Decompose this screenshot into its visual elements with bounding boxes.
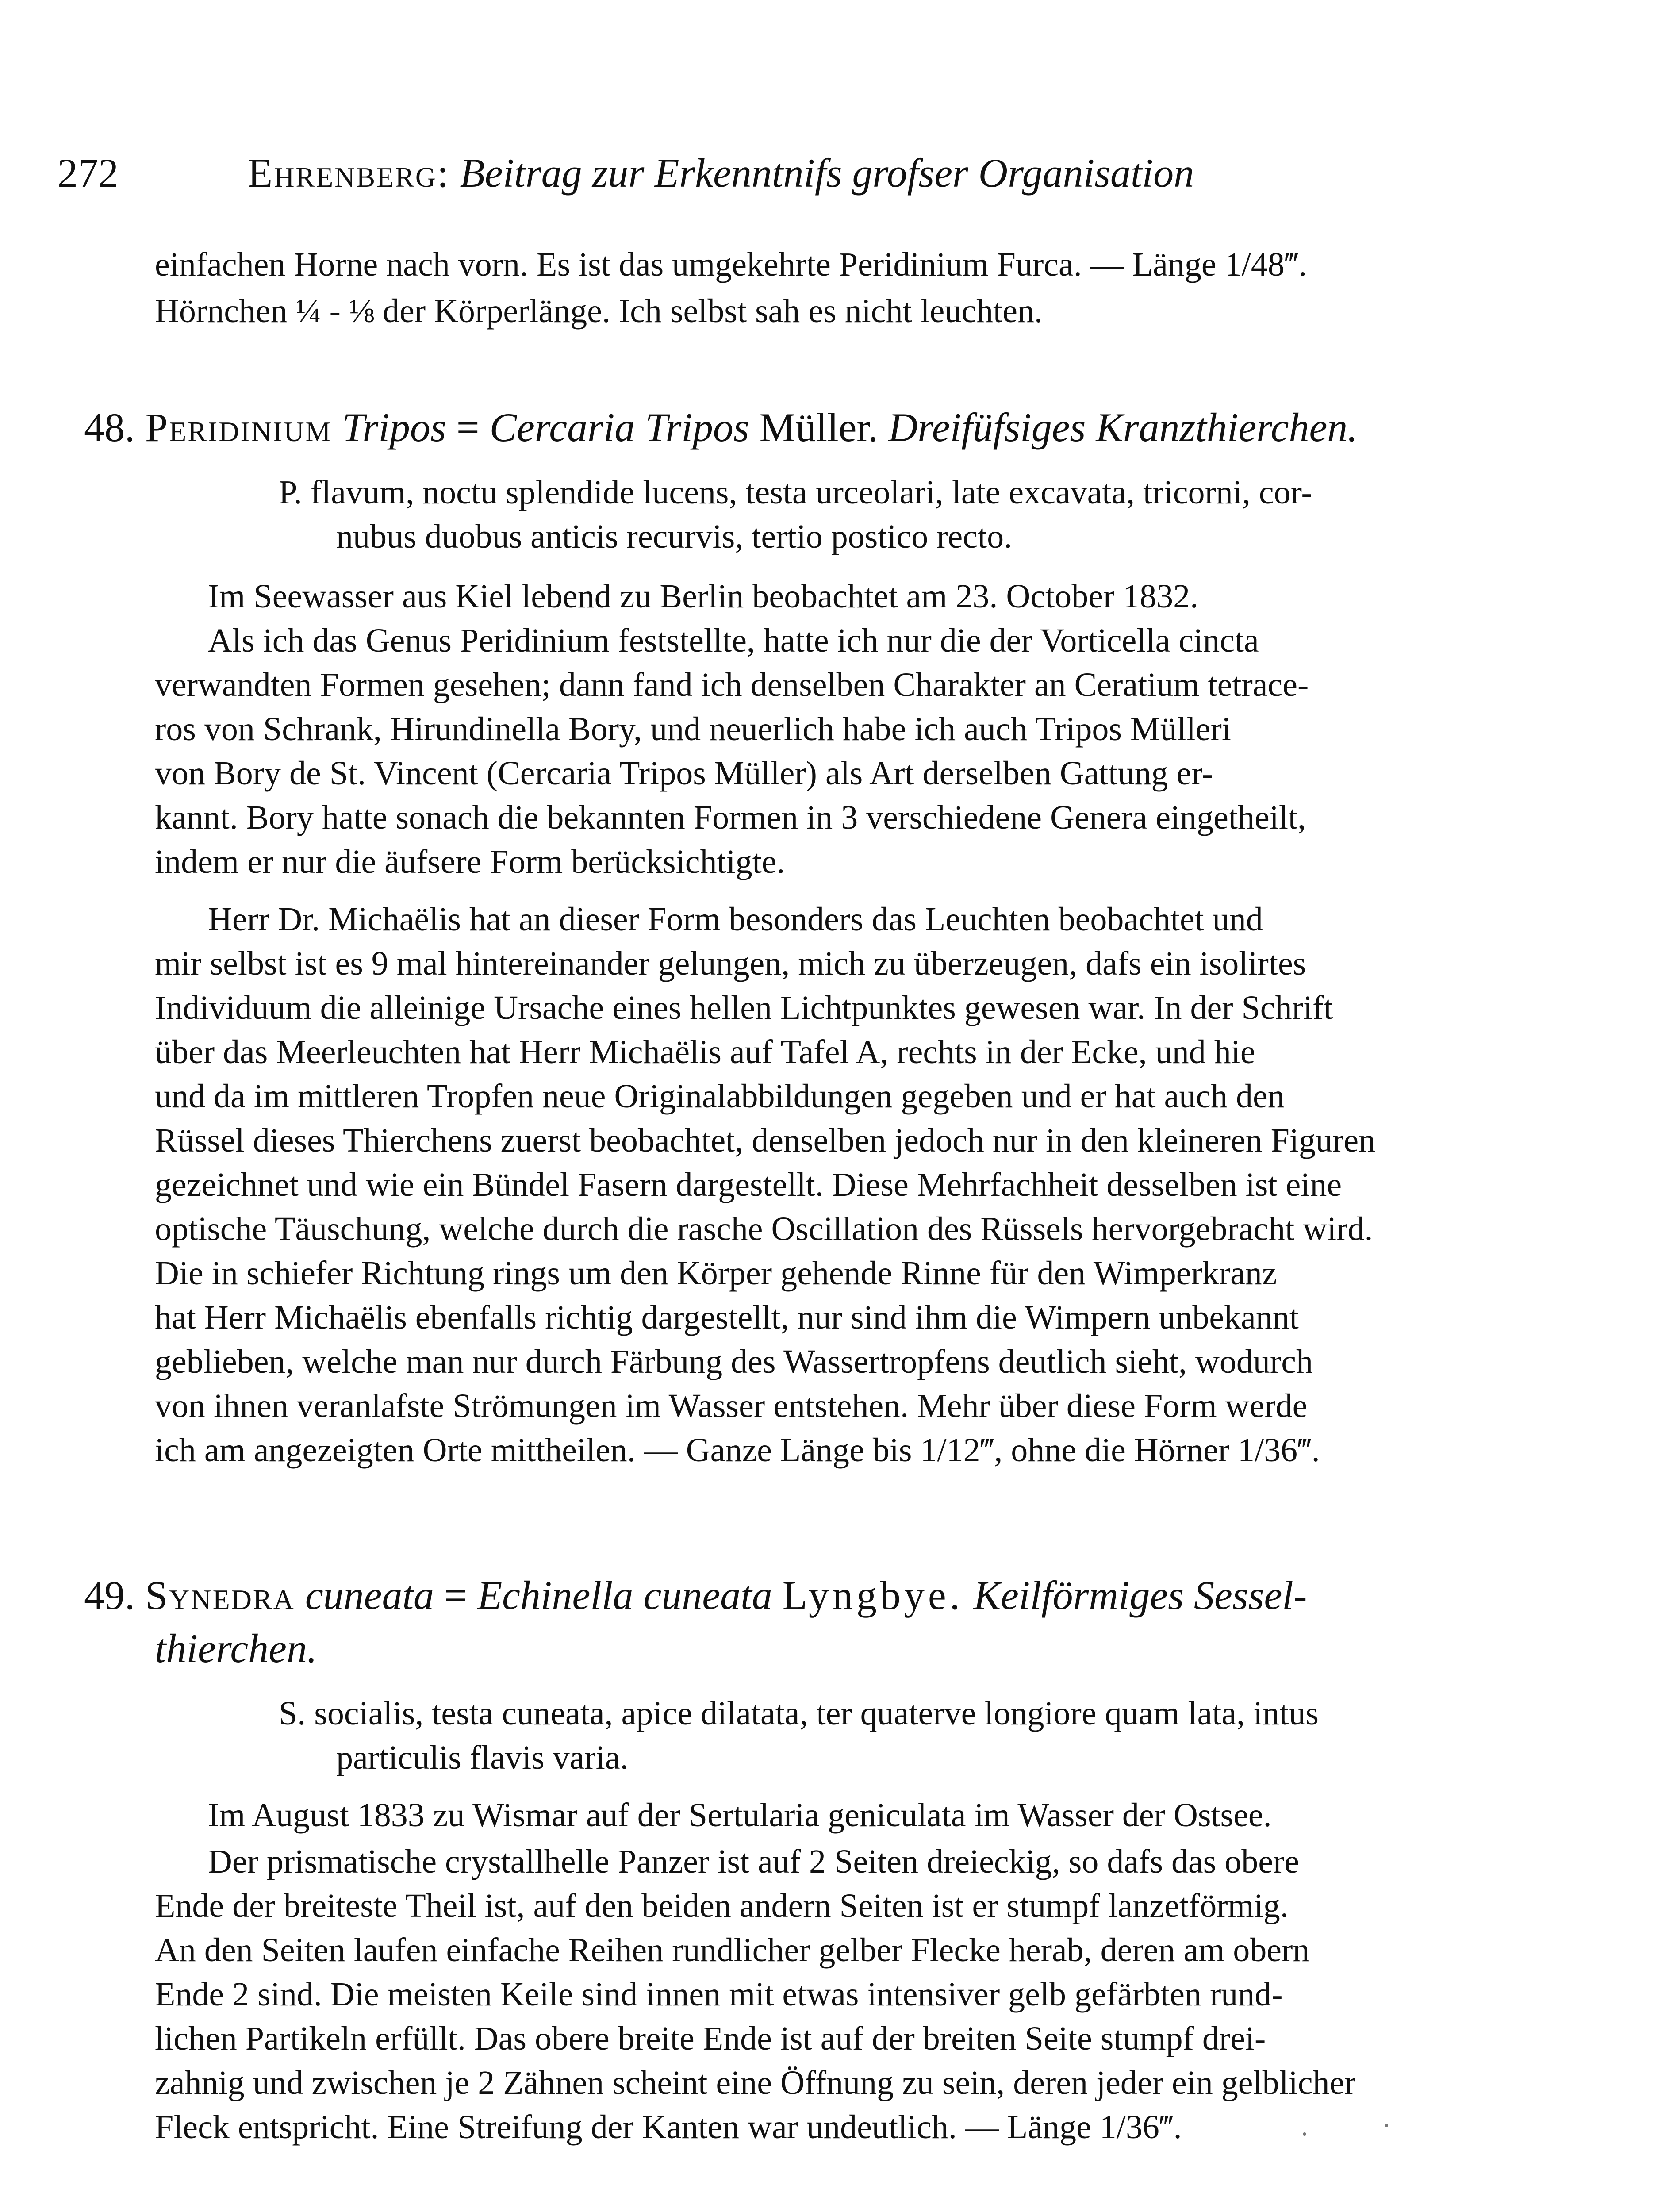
entry-49-genus: Synedra (145, 1573, 295, 1618)
entry-48-p3-line: Herr Dr. Michaëlis hat an dieser Form besonders das Leuchten beobachtet und (208, 901, 1263, 938)
entry-48-german-name: Dreifüfsiges Kranzthierchen. (888, 405, 1358, 450)
entry-49-number: 49. (84, 1573, 135, 1618)
intro-line-2: Hörnchen ¼ - ⅛ der Körperlänge. Ich selbst sah es nicht leuchten. (155, 292, 1043, 330)
entry-48-number: 48. (84, 405, 135, 450)
entry-48-p3-line: Die in schiefer Richtung rings um den Körper gehende Rinne für den Wimperkranz (155, 1255, 1277, 1292)
entry-49-heading (84, 1575, 1307, 1616)
entry-48-p3-line: gezeichnet und wie ein Bündel Fasern dargestellt. Diese Mehrfachheit desselben ist eine (155, 1166, 1342, 1203)
entry-49-p2-line: Ende 2 sind. Die meisten Keile sind innen mit etwas intensiver gelb gefärbten rund- (155, 1976, 1283, 2013)
entry-49-p2-line: Ende der breiteste Theil ist, auf den beiden andern Seiten ist er stumpf lanzetförmig. (155, 1887, 1289, 1924)
entry-49-equals: = (444, 1573, 467, 1618)
entry-49-locality: Im August 1833 zu Wismar auf der Sertularia geniculata im Wasser der Ostsee. (208, 1797, 1272, 1834)
entry-48-diagnosis-1: P. flavum, noctu splendide lucens, testa urceolari, late excavata, tricorni, cor- (279, 474, 1312, 511)
entry-48-p3-line: mir selbst ist es 9 mal hintereinander gelungen, mich zu überzeugen, dafs ein isolirtes (155, 945, 1306, 982)
entry-49-species: cuneata (305, 1573, 434, 1618)
entry-49-p2-line: Fleck entspricht. Eine Streifung der Kanten war undeutlich. — Länge 1/36‴. (155, 2108, 1182, 2146)
entry-49-german-name: Keilförmiges Sessel- (973, 1573, 1307, 1618)
header-author: Ehrenberg: (248, 150, 450, 196)
print-speck (1385, 2124, 1388, 2127)
entry-48-species: Tripos (342, 405, 446, 450)
entry-48-p3-line: Rüssel dieses Thierchens zuerst beobachtet, denselben jedoch nur in den kleineren Figuren (155, 1122, 1376, 1159)
entry-48-p2-line: kannt. Bory hatte sonach die bekannten Formen in 3 verschiedene Genera eingetheilt, (155, 799, 1306, 836)
entry-48-synonym: Cercaria Tripos (489, 405, 749, 450)
page-number: 272 (58, 150, 119, 196)
entry-49-german-name-cont: thierchen. (155, 1626, 318, 1671)
entry-49-p2-line: lichen Partikeln erfüllt. Das obere breite Ende ist auf der breiten Seite stumpf drei- (155, 2020, 1266, 2057)
entry-49-p2-line: An den Seiten laufen einfache Reihen rundlicher gelber Flecke herab, deren am obern (155, 1932, 1310, 1969)
entry-49-synonym: Echinella cuneata (477, 1573, 772, 1618)
entry-49-p2-line: zahnig und zwischen je 2 Zähnen scheint eine Öffnung zu sein, deren jeder ein gelblicher (155, 2064, 1356, 2101)
entry-49-diagnosis-2: particulis flavis varia. (336, 1739, 629, 1776)
entry-48-p3-line: hat Herr Michaëlis ebenfalls richtig dargestellt, nur sind ihm die Wimpern unbekannt (155, 1299, 1299, 1336)
header-title: Beitrag zur Erkenntnifs grofser Organisation (460, 150, 1194, 196)
entry-48-diagnosis-2: nubus duobus anticis recurvis, tertio postico recto. (336, 518, 1013, 555)
entry-49-p2-line: Der prismatische crystallhelle Panzer ist auf 2 Seiten dreieckig, so dafs das obere (208, 1843, 1300, 1880)
entry-48-p2-line: Als ich das Genus Peridinium feststellte, hatte ich nur die der Vorticella cincta (208, 622, 1259, 659)
entry-48-p3-line: über das Meerleuchten hat Herr Michaëlis auf Tafel A, rechts in der Ecke, und hie (155, 1033, 1255, 1071)
entry-48-locality: Im Seewasser aus Kiel lebend zu Berlin beobachtet am 23. October 1832. (208, 578, 1199, 615)
entry-48-p2-line: ros von Schrank, Hirundinella Bory, und neuerlich habe ich auch Tripos Mülleri (155, 710, 1231, 748)
entry-48-synonym-author: Müller. (759, 405, 878, 450)
entry-48-p3-line: und da im mittleren Tropfen neue Originalabbildungen gegeben und er hat auch den (155, 1078, 1285, 1115)
entry-48-p2-line: indem er nur die äufsere Form berücksichtigte. (155, 843, 785, 880)
entry-48-p3-line: von ihnen veranlafste Strömungen im Wasser entstehen. Mehr über diese Form werde (155, 1387, 1308, 1425)
entry-49-diagnosis-1: S. socialis, testa cuneata, apice dilatata, ter quaterve longiore quam lata, intus (279, 1695, 1319, 1732)
entry-48-genus: Peridinium (145, 405, 332, 450)
entry-48-p2-line: verwandten Formen gesehen; dann fand ich denselben Charakter an Ceratium tetrace- (155, 666, 1309, 703)
entry-49-synonym-author: Lyngbye. (782, 1573, 963, 1618)
entry-48-p3-line: Individuum die alleinige Ursache eines hellen Lichtpunktes gewesen war. In der Schrift (155, 989, 1333, 1026)
entry-48-p2-line: von Bory de St. Vincent (Cercaria Tripos Müller) als Art derselben Gattung er- (155, 755, 1213, 792)
entry-48-p3-line: ich am angezeigten Orte mittheilen. — Ganze Länge bis 1/12‴, ohne die Hörner 1/36‴. (155, 1432, 1320, 1469)
entry-48-equals: = (456, 405, 480, 450)
intro-line-1: einfachen Horne nach vorn. Es ist das umgekehrte Peridinium Furca. — Länge 1/48‴. (155, 246, 1307, 283)
entry-48-heading (84, 407, 1358, 448)
entry-48-p3-line: geblieben, welche man nur durch Färbung des Wassertropfens deutlich sieht, wodurch (155, 1343, 1313, 1380)
print-speck (1303, 2132, 1306, 2136)
entry-48-p3-line: optische Täuschung, welche durch die rasche Oscillation des Rüssels hervorgebracht wird. (155, 1210, 1373, 1248)
running-header (248, 150, 1194, 196)
